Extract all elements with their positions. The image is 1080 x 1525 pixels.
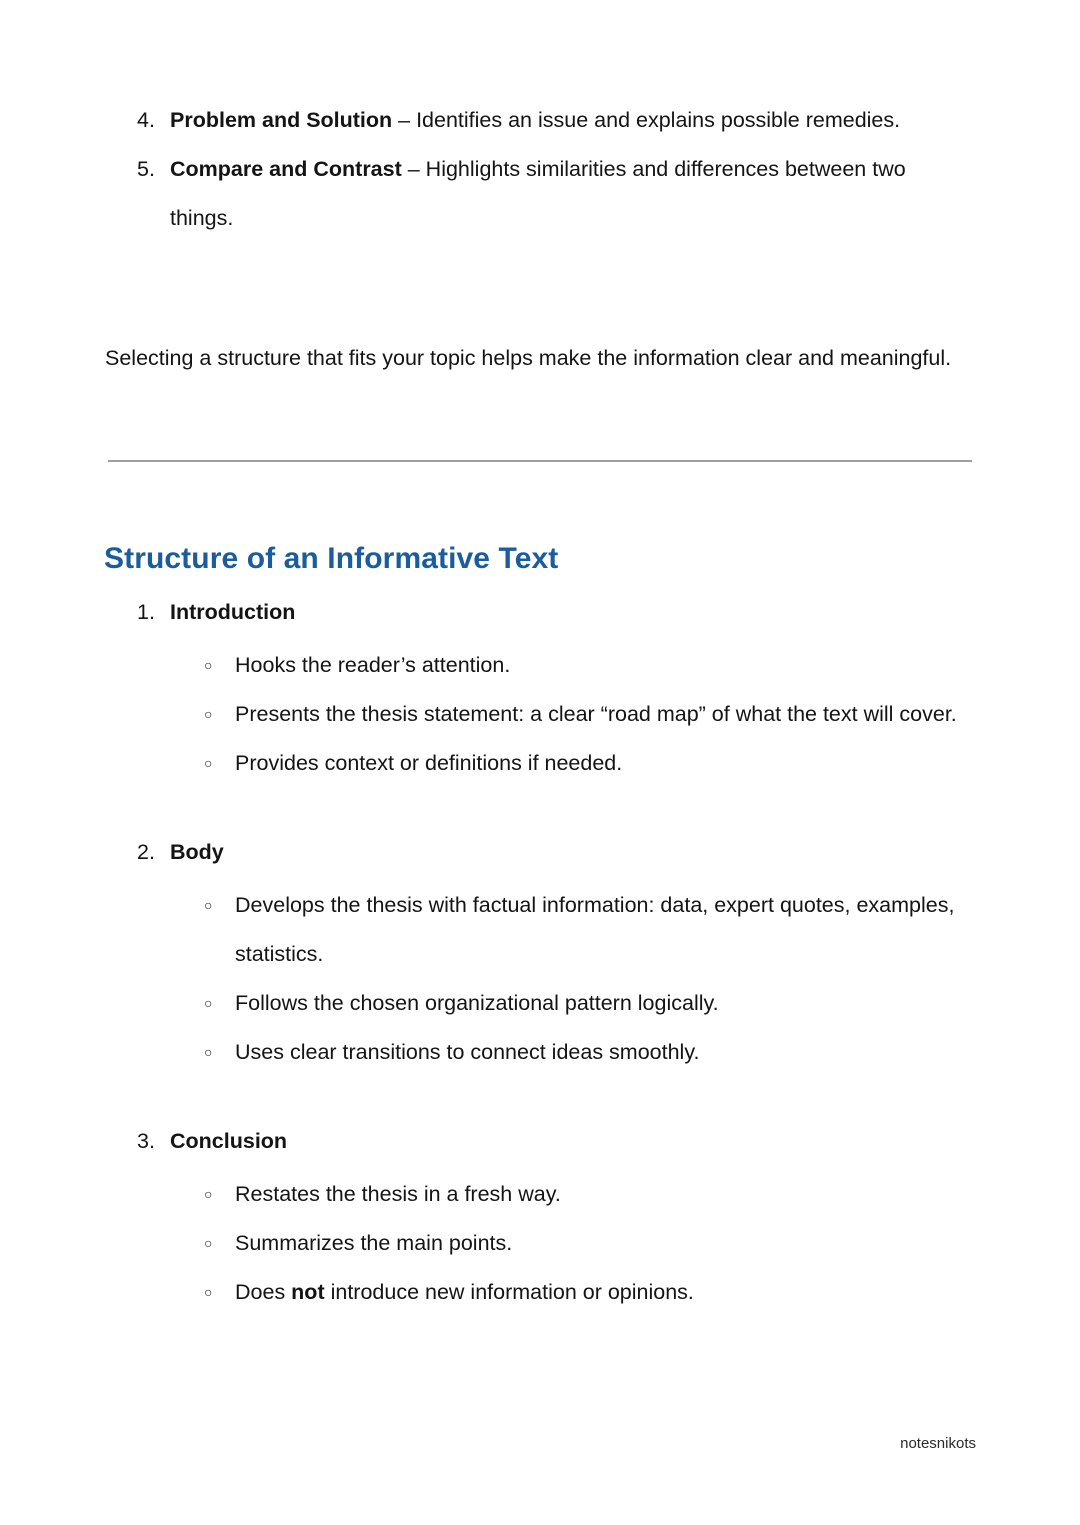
list-item-dash: – xyxy=(392,108,417,132)
hollow-circle-icon: ○ xyxy=(204,897,213,913)
list-item-label: Summarizes the main points. xyxy=(235,1231,513,1255)
list-item xyxy=(0,145,1080,243)
list-item-rest: Identifies an issue and explains possible remedies. xyxy=(416,108,901,132)
structure-section-introduction xyxy=(0,592,1080,788)
list-item-number: 4. xyxy=(137,108,155,132)
hollow-circle-icon: ○ xyxy=(204,1235,213,1251)
list-item xyxy=(0,690,1080,739)
structure-section-title: Conclusion xyxy=(170,1129,288,1153)
structure-section-bullets xyxy=(0,1170,1080,1317)
list-item xyxy=(0,1170,1080,1219)
list-item-label xyxy=(235,1268,970,1317)
list-item-lead: Problem and Solution xyxy=(170,108,393,132)
hollow-circle-icon: ○ xyxy=(204,1186,213,1202)
list-item-dash: – xyxy=(401,157,426,181)
structure-section-heading xyxy=(0,592,1080,632)
structure-section-title: Introduction xyxy=(170,600,296,624)
hollow-circle-icon: ○ xyxy=(204,706,213,722)
list-item-text xyxy=(170,145,970,243)
structure-section-conclusion xyxy=(0,1121,1080,1317)
list-item-lead: Compare and Contrast xyxy=(170,157,402,181)
list-item-rest: Highlights similarities and differences between two things. xyxy=(170,157,906,230)
text-structure-list xyxy=(0,96,1080,243)
section-divider xyxy=(108,460,972,462)
continued-ordered-list xyxy=(0,96,1080,243)
structure-section-number: 3. xyxy=(137,1129,155,1153)
list-item-text xyxy=(170,96,970,145)
list-item-label: Follows the chosen organizational pattern logically. xyxy=(235,991,719,1015)
list-item-text-pre: Does xyxy=(235,1280,292,1304)
list-item xyxy=(0,1219,1080,1268)
structure-section-bullets xyxy=(0,641,1080,788)
list-item-label: Hooks the reader’s attention. xyxy=(235,653,511,677)
structure-section-title: Body xyxy=(170,840,224,864)
list-item xyxy=(0,739,1080,788)
list-item xyxy=(0,881,1080,979)
list-item-label: Presents the thesis statement: a clear “road map” of what the text will cover. xyxy=(235,702,957,726)
list-item-label: Uses clear transitions to connect ideas smoothly. xyxy=(235,1040,700,1064)
hollow-circle-icon: ○ xyxy=(204,1284,213,1300)
list-item xyxy=(0,1268,1080,1317)
informative-text-structure-list xyxy=(0,592,1080,1317)
hollow-circle-icon: ○ xyxy=(204,755,213,771)
structure-section-heading xyxy=(0,1121,1080,1161)
closing-paragraph: Selecting a structure that fits your topic helps make the information clear and meaningful. xyxy=(105,345,952,370)
list-item-label: Restates the thesis in a fresh way. xyxy=(235,1182,561,1206)
page-title: Structure of an Informative Text xyxy=(104,541,559,575)
list-item-text-post: introduce new information or opinions. xyxy=(324,1280,694,1304)
list-item xyxy=(0,641,1080,690)
structure-section-bullets xyxy=(0,881,1080,1077)
hollow-circle-icon: ○ xyxy=(204,995,213,1011)
list-item-label: Develops the thesis with factual information: data, expert quotes, examples, statistics. xyxy=(235,893,955,966)
list-item xyxy=(0,96,1080,145)
list-item-emphasis: not xyxy=(291,1280,325,1304)
structure-section-body xyxy=(0,832,1080,1077)
footer-watermark: notesnikots xyxy=(900,1435,976,1452)
list-item-label: Provides context or definitions if needed. xyxy=(235,751,623,775)
hollow-circle-icon: ○ xyxy=(204,657,213,673)
hollow-circle-icon: ○ xyxy=(204,1044,213,1060)
structure-section-number: 1. xyxy=(137,600,155,624)
list-item xyxy=(0,979,1080,1028)
list-item-number: 5. xyxy=(137,157,155,181)
structure-section-number: 2. xyxy=(137,840,155,864)
structure-section-heading xyxy=(0,832,1080,872)
list-item xyxy=(0,1028,1080,1077)
